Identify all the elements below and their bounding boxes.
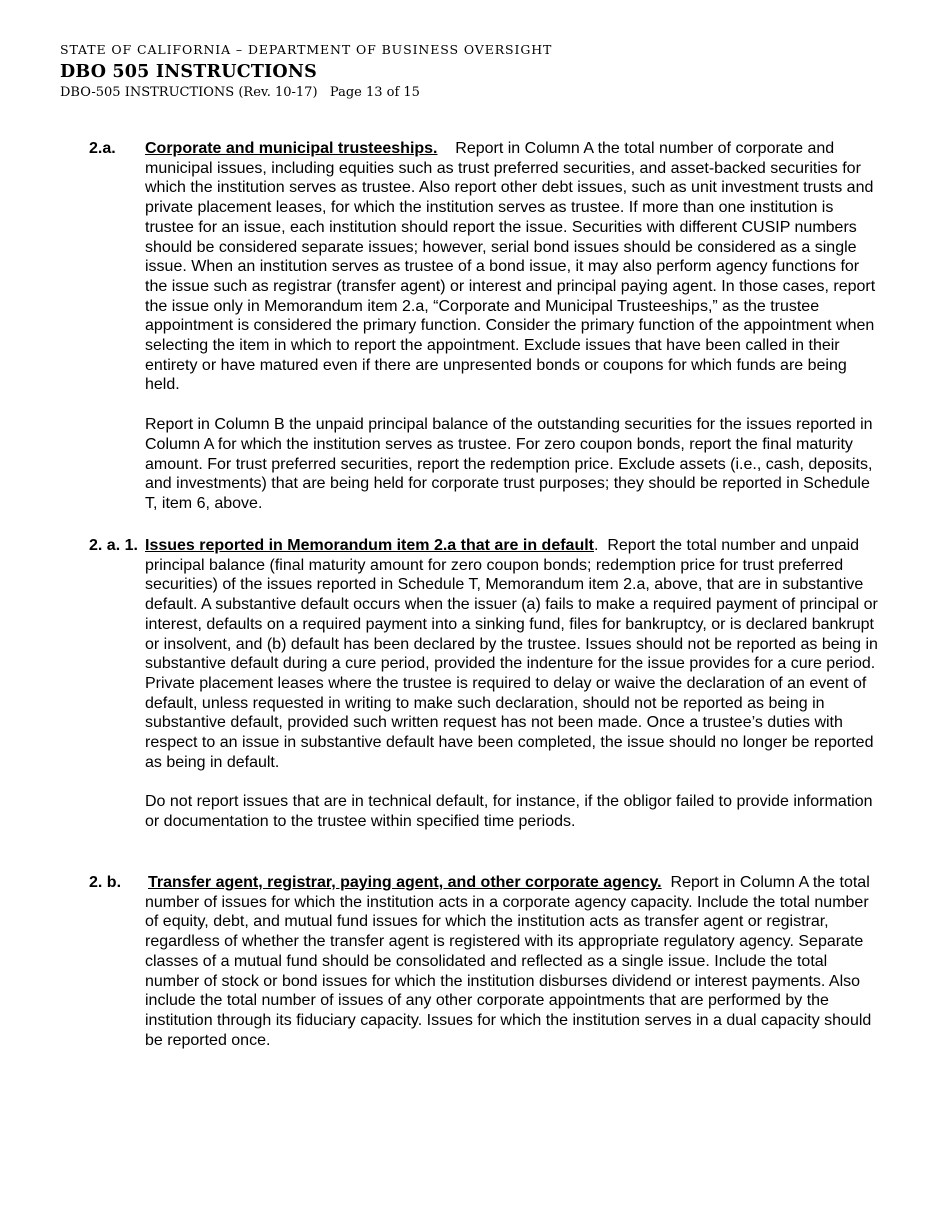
section-body [145,536,885,832]
section-number: 2. a. 1. [89,537,138,554]
section-body [145,873,885,1050]
section-body [145,139,885,514]
section-paragraph [145,536,885,772]
document-title: DBO 505 INSTRUCTIONS [60,62,317,82]
section-paragraph [145,873,885,1050]
page-header [60,40,552,102]
section-paragraph [145,139,885,395]
section-title: Issues reported in Memorandum item 2.a that are in default [145,537,594,554]
title-spacing: . [594,537,608,554]
section-title: Corporate and municipal trusteeships. [145,140,438,157]
title-spacing [662,874,671,891]
paragraph-text: Report the total number and unpaid principal balance (final maturity amount for zero coupon bonds; redemption price for trust preferred securities) of the issues reported in Schedule T, Memorandum item 2.a, above, that are in substantive default. A substantive default occurs when the issuer (a) fails to make a required payment of principal or interest, defaults on a required payment into a sinking fund, files for bankruptcy, or is declared bankrupt or insolvent, and (b) default has been declared by the trustee. Issues should not be reported as being in substantive default during a cure period, provided the indenture for the issue provides for a cure period. Private placement leases where the trustee is required to delay or waive the declaration of an event of default, unless requested in writing to make such declaration, should not be reported as being in substantive default, provided such written request has not been made. Once a trustee’s duties with respect to an issue in substantive default have been completed, the issue should no longer be reported as being in default. [145,537,878,771]
paragraph-text: Report in Column A the total number of corporate and municipal issues, including equities such as trust preferred securities, and asset-backed securities for which the institution serves as trustee. Also report other debt issues, such as unit investment trusts and private placement leases, for which the institution serves as trustee. If more than one institution is trustee for an issue, each institution should report the issue. Securities with different CUSIP numbers should be considered separate issues; however, serial bond issues should be considered as a single issue. When an institution serves as trustee of a bond issue, it may also perform agency functions for the issue such as registrar (transfer agent) or interest and principal paying agent. In those cases, report the issue only in Memorandum item 2.a, “Corporate and Municipal Trusteeships,” as the trustee appointment is considered the primary function. Consider the primary function of the appointment when selecting the item in which to report the appointment. Exclude issues that have been called in their entirety or have matured even if there are unpresented bonds or coupons for which funds are being held. [145,140,876,394]
section-number: 2.a. [89,140,116,157]
revision-and-page: DBO-505 INSTRUCTIONS (Rev. 10-17) Page 13 of 15 [60,85,420,100]
title-spacing [438,140,456,157]
section-paragraph: Do not report issues that are in technical default, for instance, if the obligor failed to provide information or documentation to the trustee within specified time periods. [145,793,873,831]
section-paragraph: Report in Column B the unpaid principal balance of the outstanding securities for the issues reported in Column A for which the institution serves as trustee. For zero coupon bonds, report the final maturity amount. For trust preferred securities, report the redemption price. Exclude assets (i.e., cash, deposits, and investments) that are being held for corporate trust purposes; they should be reported in Schedule T, item 6, above. [145,416,873,512]
agency-name: STATE OF CALIFORNIA – DEPARTMENT OF BUSINESS OVERSIGHT [60,42,553,57]
section-number: 2. b. [89,874,122,891]
section-title: Transfer agent, registrar, paying agent, and other corporate agency. [148,874,662,891]
paragraph-text: Report in Column A the total number of issues for which the institution acts in a corporate agency capacity. Include the total number of equity, debt, and mutual fund issues for which the institution acts as transfer agent or registrar, regardless of whether the transfer agent is registered with its appropriate regulatory agency. Separate classes of a mutual fund should be consolidated and reflected as a single issue. Include the total number of stock or bond issues for which the institution disburses dividend or interest payments. Also include the total number of issues of any other corporate appointments that are performed by the institution through its fiduciary capacity. Issues for which the institution serves in a dual capacity should be reported once. [145,874,872,1049]
